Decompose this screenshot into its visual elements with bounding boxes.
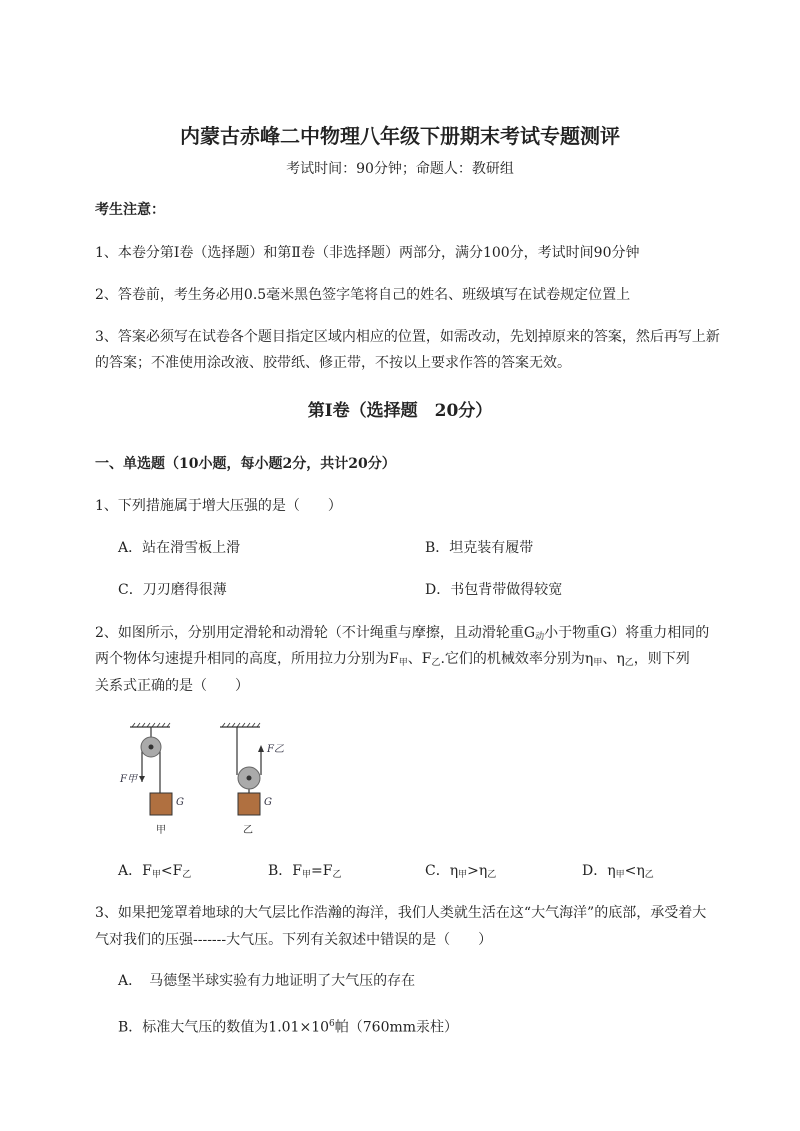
notice-2: 2、答卷前，考生务必用0.5毫米黑色签字笔将自己的姓名、班级填写在试卷规定位置上 <box>95 287 631 303</box>
q3-option-a: A． 马德堡半球实验有力地证明了大气压的存在 <box>118 973 416 989</box>
force-label-yi: F乙 <box>267 744 284 755</box>
section-title: 第I卷（选择题 20分） <box>307 401 493 421</box>
q1-option-a: A．站在滑雪板上滑 <box>118 540 241 556</box>
q2-option-b: B．$F_甲=F_乙$ <box>268 863 342 880</box>
q3-line2: 气对我们的压强-------大气压。下列有关叙述中错误的是（ ） <box>95 932 493 948</box>
q1-stem: 1、下列措施属于增大压强的是（ ） <box>95 498 342 514</box>
force-label-jia: F甲 <box>120 774 137 785</box>
figure-label-jia: 甲 <box>156 825 166 836</box>
part-heading: 一、单选题（10小题，每小题2分，共计20分） <box>95 456 396 472</box>
notice-3-cont: 的答案；不准使用涂改液、胶带纸、修正带，不按以上要求作答的答案无效。 <box>95 355 571 371</box>
q3-option-b: B．标准大气压的数值为$1.01\times 10^6$帕（760mm汞柱） <box>118 1019 459 1036</box>
q2-line2: 两个物体匀速提升相同的高度，所用拉力分别为$F_甲$、$F_乙$.它们的机械效率分别为$\eta_甲$、$\eta_乙$，则下列 <box>95 651 690 668</box>
q3-line1: 3、如果把笼罩着地球的大气层比作浩瀚的海洋，我们人类就生活在这“大气海洋”的底部，承受着大 <box>95 905 707 921</box>
weight-block-yi <box>238 793 260 815</box>
q2-line3: 关系式正确的是（ ） <box>95 678 249 694</box>
weight-label-yi: G <box>264 797 272 808</box>
notice-heading: 考生注意： <box>95 202 165 218</box>
subtitle: 考试时间：90分钟；命题人：教研组 <box>286 161 514 177</box>
q2-option-c: C．$\eta_甲>\eta_乙$ <box>425 863 497 880</box>
weight-label-jia: G <box>176 797 184 808</box>
q2-option-a: A．$F_甲<F_乙$ <box>118 863 192 880</box>
figure-label-yi: 乙 <box>243 825 253 836</box>
weight-block-jia <box>150 793 172 815</box>
q1-option-c: C．刀刃磨得很薄 <box>118 582 227 598</box>
q1-option-d: D．书包背带做得较宽 <box>425 582 563 598</box>
q2-line1: 2、如图所示，分别用定滑轮和动滑轮（不计绳重与摩擦，且动滑轮重$G_动$小于物重G）将重力相同的 <box>95 625 710 642</box>
q2-option-d: D．$\eta_甲<\eta_乙$ <box>582 863 654 880</box>
notice-3: 3、答案必须写在试卷各个题目指定区域内相应的位置，如需改动，先划掉原来的答案，然后再写上新 <box>95 329 720 345</box>
pulley-figure <box>110 715 290 840</box>
notice-1: 1、本卷分第I卷（选择题）和第Ⅱ卷（非选择题）两部分，满分100分，考试时间90分钟 <box>95 245 640 261</box>
q1-option-b: B．坦克装有履带 <box>425 540 534 556</box>
page-title: 内蒙古赤峰二中物理八年级下册期末考试专题测评 <box>180 124 620 148</box>
